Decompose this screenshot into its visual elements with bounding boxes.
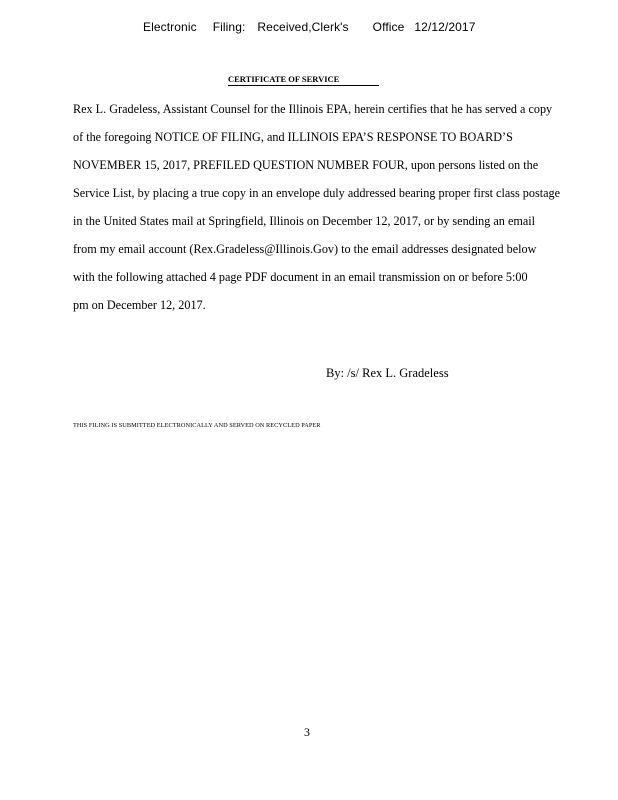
stamp-filing: Filing: bbox=[212, 20, 246, 34]
certificate-of-service-title: CERTIFICATE OF SERVICE bbox=[228, 74, 379, 86]
body-line: NOVEMBER 15, 2017, PREFILED QUESTION NUMBER FOUR, upon persons listed on the bbox=[73, 158, 539, 172]
recycled-paper-note: THIS FILING IS SUBMITTED ELECTRONICALLY AND SERVED ON RECYCLED PAPER bbox=[73, 422, 321, 429]
stamp-office: Office bbox=[372, 20, 405, 34]
page-number: 3 bbox=[304, 725, 310, 739]
stamp-date: 12/12/2017 bbox=[414, 20, 476, 34]
electronic-filing-stamp bbox=[143, 20, 475, 34]
body-line: Rex L. Gradeless, Assistant Counsel for the Illinois EPA, herein certifies that he has served a copy bbox=[73, 102, 553, 116]
body-line: with the following attached 4 page PDF document in an email transmission on or before 5:00 bbox=[73, 270, 528, 284]
body-line: of the foregoing NOTICE OF FILING, and ILLINOIS EPA’S RESPONSE TO BOARD’S bbox=[73, 130, 513, 144]
stamp-electronic: Electronic bbox=[143, 20, 197, 34]
body-line: Service List, by placing a true copy in an envelope duly addressed bearing proper first class postage bbox=[73, 186, 561, 200]
signature-line: By: /s/ Rex L. Gradeless bbox=[326, 366, 449, 380]
body-line: in the United States mail at Springfield, Illinois on December 12, 2017, or by sending an email bbox=[73, 214, 536, 228]
body-line: from my email account (Rex.Gradeless@Illinois.Gov) to the email addresses designated below bbox=[73, 242, 537, 256]
body-line: pm on December 12, 2017. bbox=[73, 298, 206, 312]
stamp-received-clerks: Received,Clerk's bbox=[257, 20, 349, 34]
